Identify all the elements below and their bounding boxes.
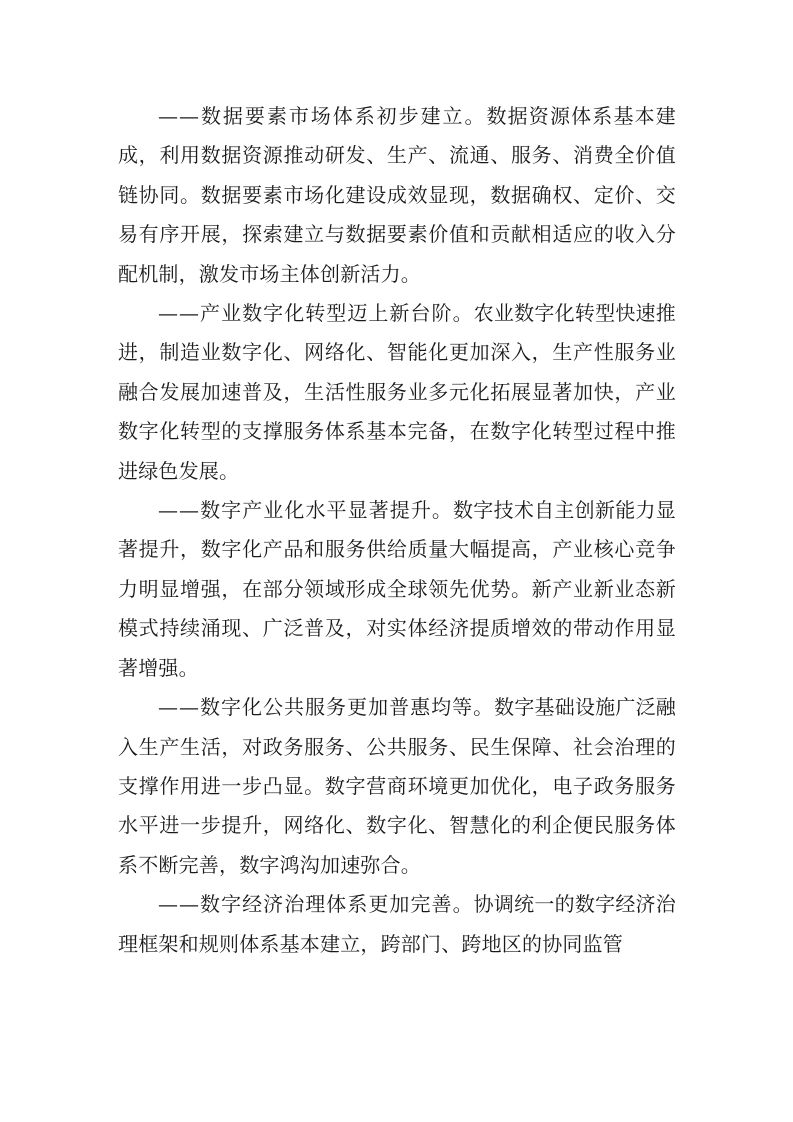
- paragraph-heading: ——数字产业化水平显著提升。: [158, 498, 454, 523]
- paragraph-industrial-digitalization: [118, 294, 676, 491]
- paragraph-data-market: [118, 97, 676, 294]
- paragraph-text: 数字技术自主创新能力显著提升，数字化产品和服务供给质量大幅提高，产业核心竞争力明显增强，在部分领域形成全球领先优势。新产业新业态新模式持续涌现、广泛普及，对实体经济提质增效的带动作用显著增强。: [118, 498, 676, 680]
- paragraph-heading: ——数字经济治理体系更加完善。: [158, 892, 474, 917]
- paragraph-governance: [118, 885, 676, 964]
- paragraph-public-services: [118, 688, 676, 885]
- paragraph-heading: ——产业数字化转型迈上新台阶。: [158, 301, 474, 326]
- paragraph-text: 协调统一的数字经济治理框架和规则体系基本建立，跨部门、跨地区的协同监管: [118, 892, 677, 956]
- paragraph-text: 农业数字化转型快速推进，制造业数字化、网络化、智能化更加深入，生产性服务业融合发展加速普及，生活性服务业多元化拓展显著加快，产业数字化转型的支撑服务体系基本完备，在数字化转型过程中推进绿色发展。: [118, 301, 677, 483]
- paragraph-heading: ——数据要素市场体系初步建立。: [158, 104, 487, 128]
- document-body: [118, 97, 676, 964]
- paragraph-text: 数字基础设施广泛融入生产生活，对政务服务、公共服务、民生保障、社会治理的支撑作用进一步凸显。数字营商环境更加优化，电子政务服务水平进一步提升，网络化、数字化、智慧化的利企便民服务体系不断完善，数字鸿沟加速弥合。: [118, 695, 676, 877]
- paragraph-digital-industrialization: [118, 491, 676, 688]
- paragraph-text: 数据资源体系基本建成，利用数据资源推动研发、生产、流通、服务、消费全价值链协同。数据要素市场化建设成效显现，数据确权、定价、交易有序开展，探索建立与数据要素价值和贡献相适应的收入分配机制，激发市场主体创新活力。: [118, 104, 676, 286]
- paragraph-heading: ——数字化公共服务更加普惠均等。: [158, 695, 495, 720]
